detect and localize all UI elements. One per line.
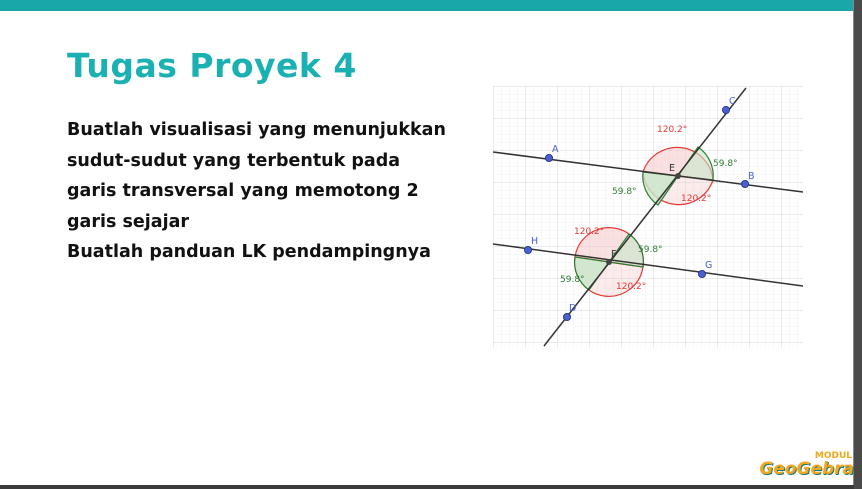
label-b: B bbox=[748, 171, 755, 182]
label-d: D bbox=[569, 303, 577, 314]
geogebra-logo bbox=[759, 451, 854, 481]
label-f: F bbox=[611, 249, 617, 260]
logo-name-text: GeoGebra bbox=[759, 459, 854, 479]
task-line: garis sejajar bbox=[67, 211, 190, 232]
point-h bbox=[524, 246, 531, 253]
slide-title: Tugas Proyek 4 bbox=[67, 46, 357, 85]
window-edge bbox=[854, 0, 862, 489]
point-d bbox=[563, 313, 570, 320]
point-c bbox=[722, 106, 729, 113]
angle-label-f-bottom: 120.2° bbox=[616, 282, 647, 292]
angle-label-e-left: 59.8° bbox=[612, 187, 637, 197]
logo-modul-text: MODUL bbox=[814, 451, 852, 461]
task-line: Buatlah visualisasi yang menunjukkan bbox=[67, 120, 446, 140]
angle-label-e-bottom: 120.2° bbox=[681, 194, 712, 204]
task-line: sudut-sudut yang terbentuk pada bbox=[67, 150, 401, 171]
angle-label-f-right: 59.8° bbox=[638, 245, 663, 255]
label-a: A bbox=[552, 144, 559, 155]
label-e: E bbox=[669, 163, 676, 174]
angle-label-f-top: 120.2° bbox=[574, 227, 605, 237]
point-g bbox=[698, 270, 705, 277]
transversal-figure bbox=[493, 86, 803, 348]
point-e bbox=[675, 173, 681, 179]
task-line: Buatlah panduan LK pendampingnya bbox=[67, 242, 431, 262]
top-accent-bar bbox=[0, 0, 853, 11]
task-line: garis transversal yang memotong 2 bbox=[67, 181, 419, 201]
angle-label-e-top: 120.2° bbox=[657, 125, 688, 135]
task-description bbox=[67, 115, 477, 268]
angle-label-e-right: 59.8° bbox=[713, 159, 738, 169]
label-c: C bbox=[729, 96, 736, 107]
label-h: H bbox=[531, 236, 539, 247]
point-a bbox=[545, 154, 552, 161]
label-g: G bbox=[705, 260, 713, 271]
grid-background bbox=[493, 86, 803, 348]
angle-label-f-left: 59.8° bbox=[560, 275, 585, 285]
